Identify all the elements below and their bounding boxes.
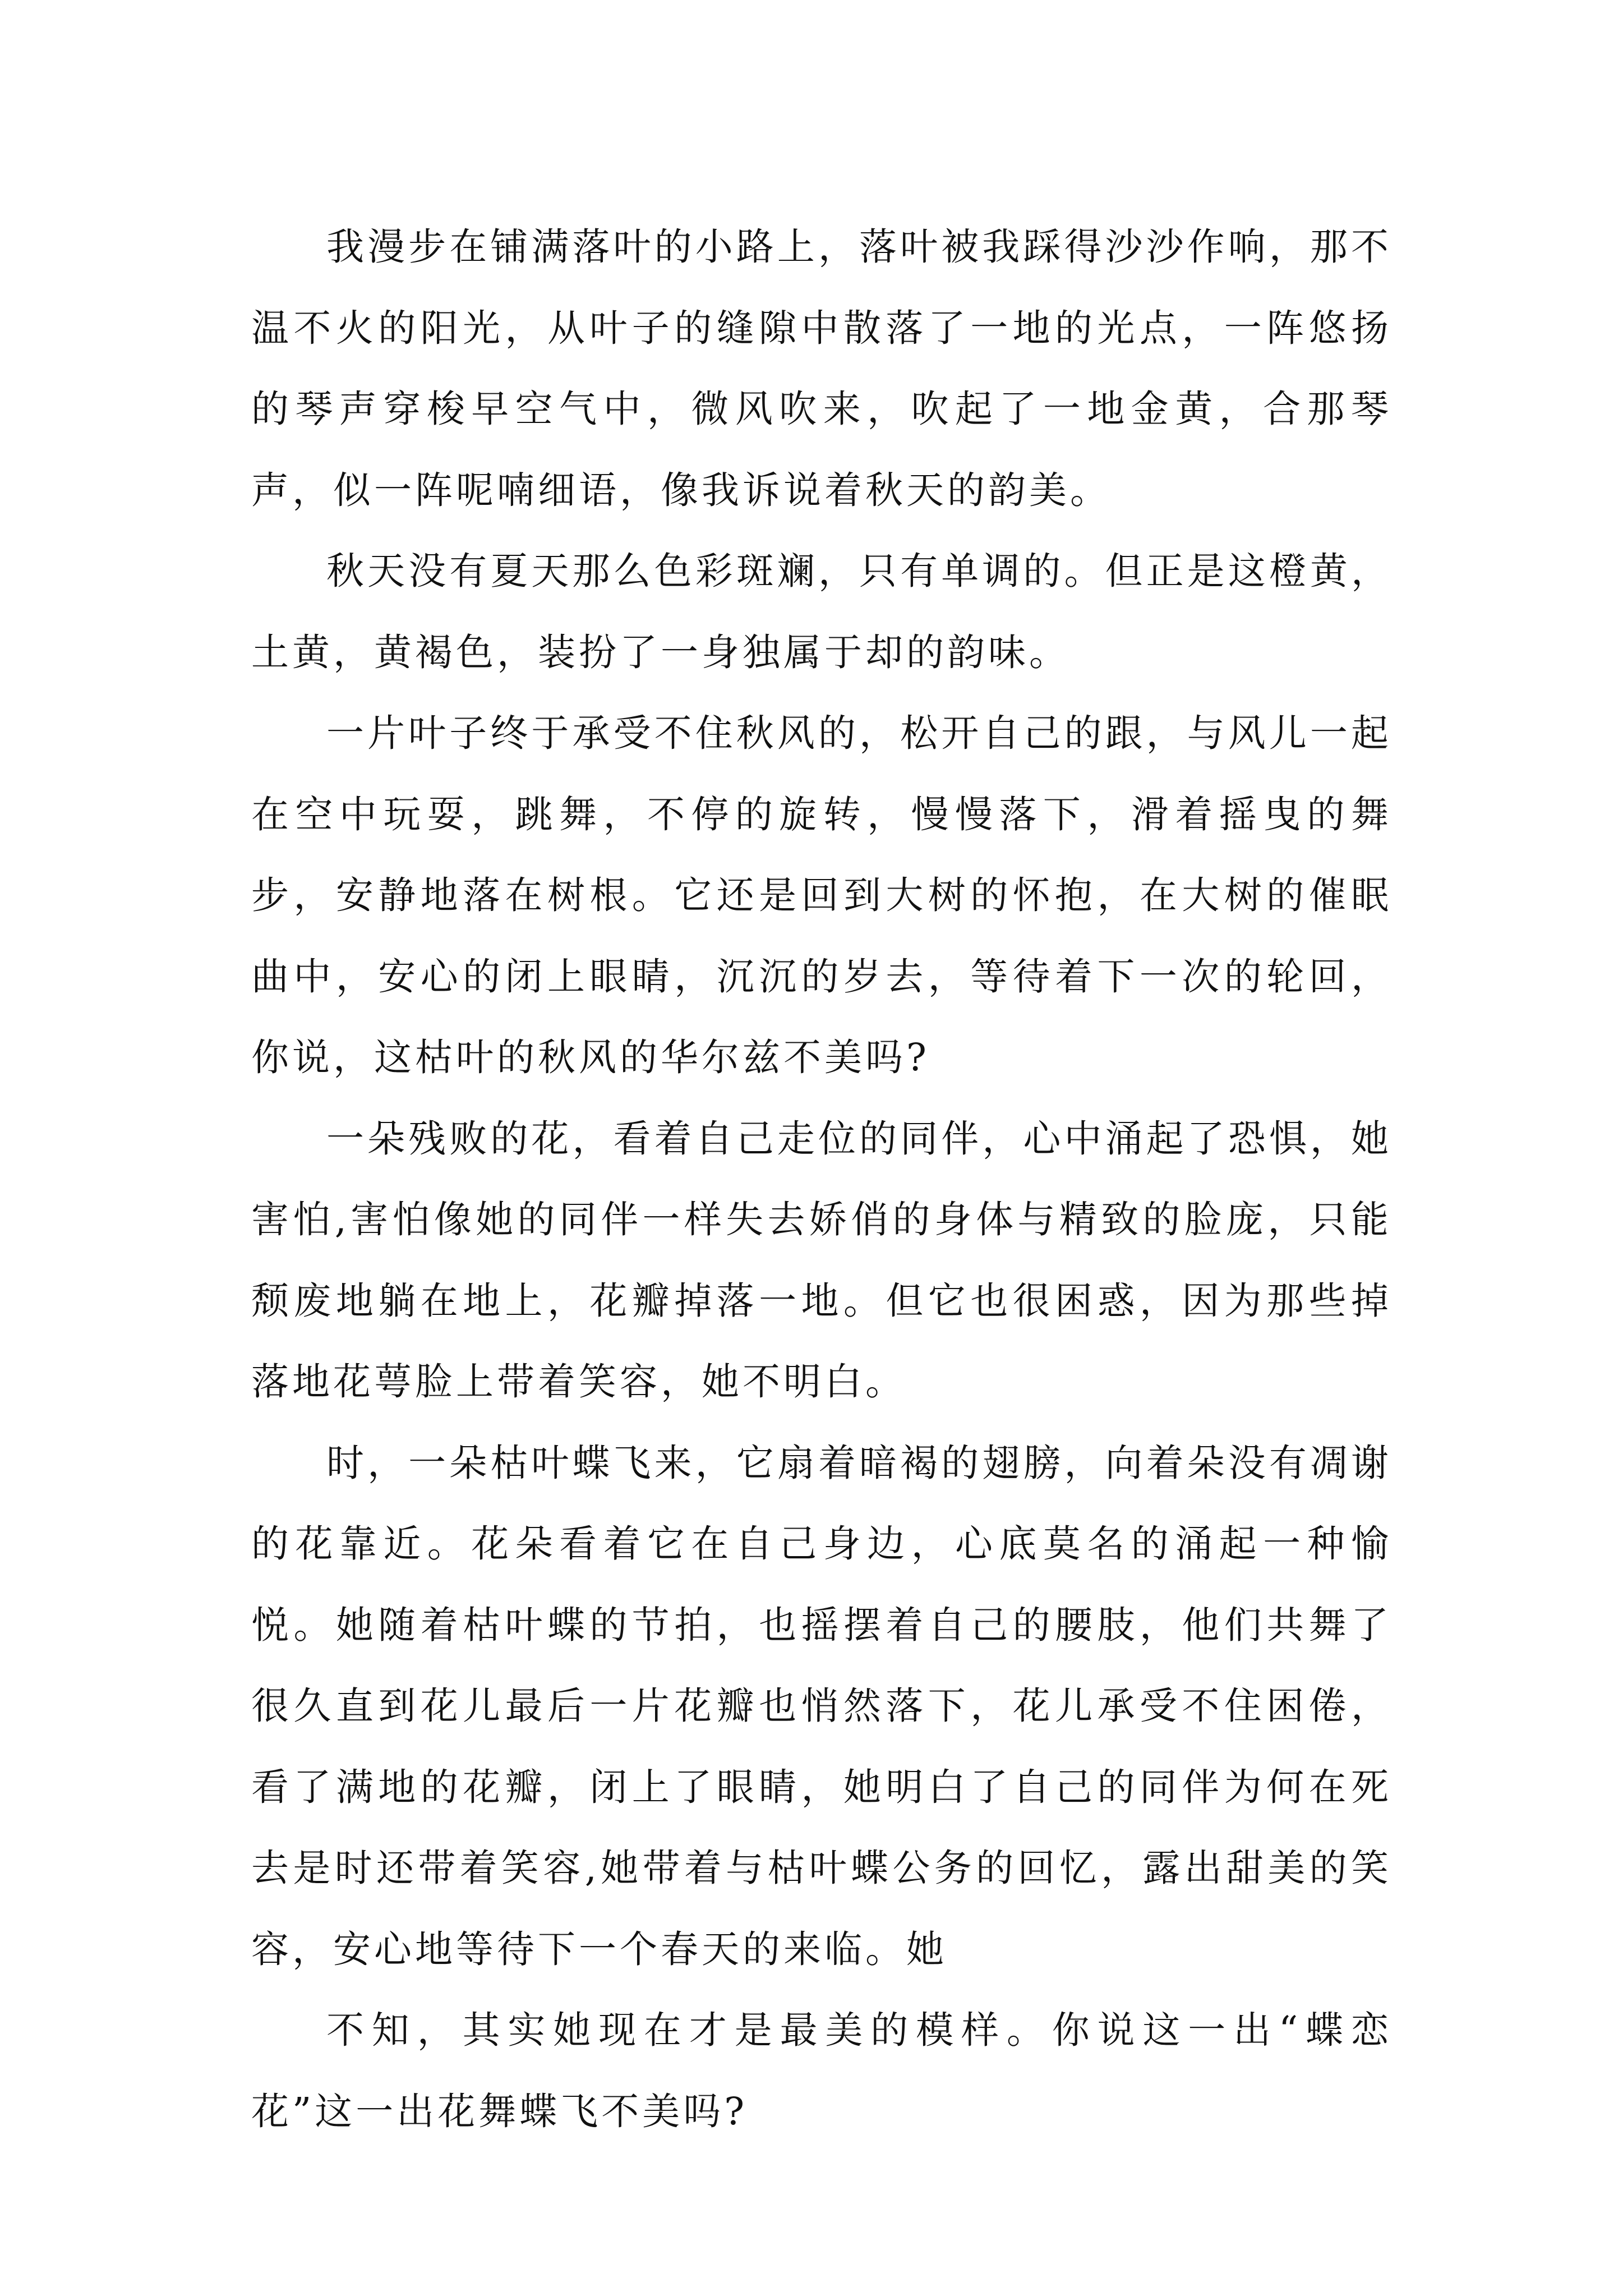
paragraph-3: 一片叶子终于承受不住秋风的，松开自己的跟，与风儿一起在空中玩耍，跳舞，不停的旋转，慢慢落下，滑着摇曳的舞步，安静地落在树根。它还是回到大树的怀抱，在大树的催眠曲中，安心的闭上眼睛，沉沉的岁去，等待着下一次的轮回，你说，这枯叶的秋风的华尔兹不美吗?	[251, 711, 1392, 1079]
paragraph-4: 一朵残败的花，看着自己走位的同伴，心中涌起了恐惧，她害怕,害怕像她的同伴一样失去娇俏的身体与精致的脸庞，只能颓废地躺在地上，花瓣掉落一地。但它也很困惑，因为那些掉落地花萼脸上带着笑容，她不明白。	[251, 1116, 1392, 1404]
paragraph-6: 不知，其实她现在才是最美的模样。你说这一出“蝶恋花”这一出花舞蝶飞不美吗?	[251, 2008, 1392, 2133]
document-body	[251, 206, 1392, 2152]
paragraph-2: 秋天没有夏天那么色彩斑斓，只有单调的。但正是这橙黄，土黄，黄褐色，装扮了一身独属于却的韵味。	[251, 549, 1392, 674]
paragraph-5: 时，一朵枯叶蝶飞来，它扇着暗褐的翅膀，向着朵没有凋谢的花靠近。花朵看着它在自己身边，心底莫名的涌起一种愉悦。她随着枯叶蝶的节拍，也摇摆着自己的腰肢，他们共舞了很久直到花儿最后一片花瓣也悄然落下，花儿承受不住困倦，看了满地的花瓣，闭上了眼睛，她明白了自己的同伴为何在死去是时还带着笑容,她带着与枯叶蝶公务的回忆，露出甜美的笑容，安心地等待下一个春天的来临。她	[251, 1441, 1392, 1971]
paragraph-1: 我漫步在铺满落叶的小路上，落叶被我踩得沙沙作响，那不温不火的阳光，从叶子的缝隙中散落了一地的光点，一阵悠扬的琴声穿梭早空气中，微风吹来，吹起了一地金黄，合那琴声，似一阵呢喃细语，像我诉说着秋天的韵美。	[251, 225, 1392, 512]
